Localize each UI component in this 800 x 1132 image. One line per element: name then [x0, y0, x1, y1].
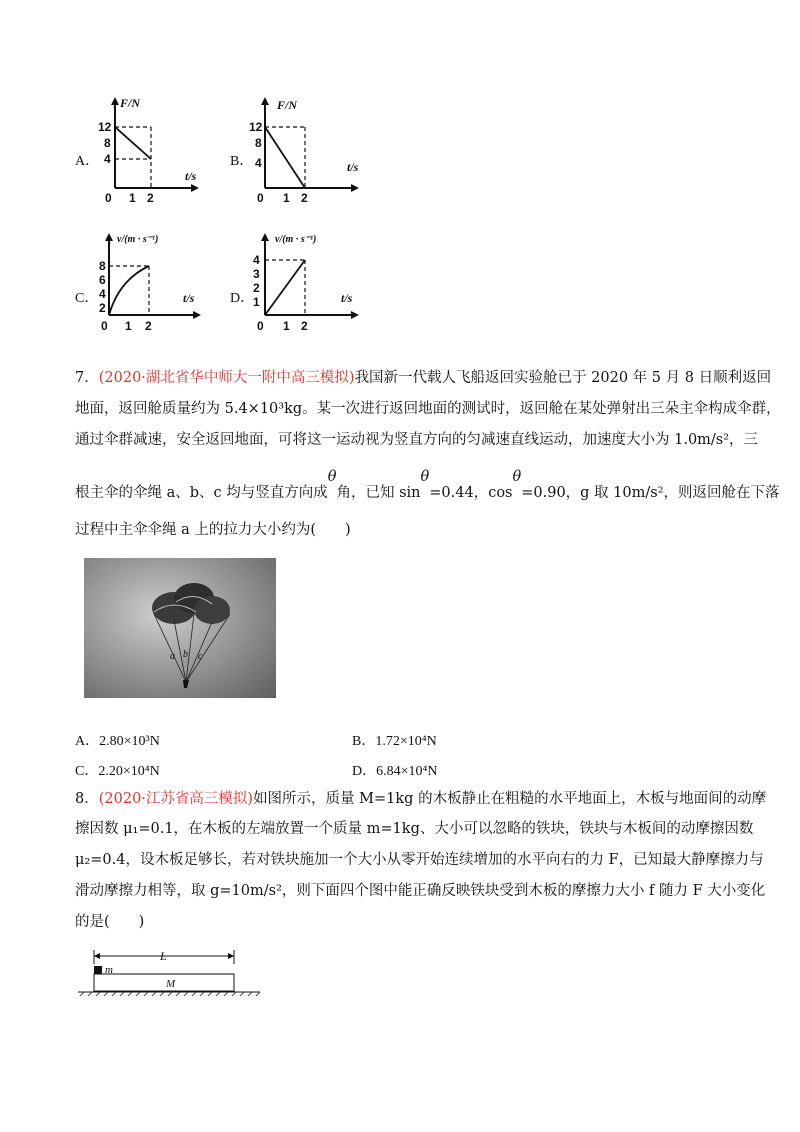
svg-text:4: 4	[104, 152, 111, 166]
q7-line4: 根主伞的伞绳 a、b、c 均与竖直方向成θ角，已知 sinθ=0.44，cosθ=0.90，g 取 10m/s²，则返回舱在下落	[75, 469, 780, 501]
q7-line1: 7．(2020·湖北省华中师大一附中高三模拟)我国新一代载人飞船返回实验舱已于 2020 年 5 月 8 日顺利返回	[75, 370, 772, 386]
iron-block-label: m	[105, 964, 113, 976]
svg-text:4: 4	[99, 287, 106, 301]
q8-line5: 的是( )	[75, 914, 145, 930]
option-d-label: D．	[230, 291, 255, 306]
svg-text:1: 1	[129, 191, 136, 205]
option-c-xlabel: t/s	[183, 291, 195, 305]
svg-text:2: 2	[99, 301, 106, 315]
q7-line3: 通过伞群减速，安全返回地面，可将这一运动视为竖直方向的匀减速直线运动，加速度大小为 1.0m/s²，三	[75, 432, 759, 448]
svg-text:4: 4	[255, 156, 262, 170]
svg-text:2: 2	[253, 281, 260, 295]
q7-answer-d: D．6.84×10⁴N	[352, 764, 438, 779]
q7-line2: 地面，返回舱质量约为 5.4×10³kg。某一次进行返回地面的测试时，返回舱在某处弹射出三朵主伞构成伞群，	[75, 401, 781, 417]
svg-text:1: 1	[283, 319, 290, 333]
svg-text:12: 12	[249, 120, 263, 134]
q8-line2: 擦因数 μ₁=0.1，在木板的左端放置一个质量 m=1kg、大小可以忽略的铁块，铁块与木板间的动摩擦因数	[75, 821, 754, 837]
option-c-graph	[95, 230, 205, 349]
q7-answer-b: B．1.72×10⁴N	[352, 734, 437, 749]
svg-text:12: 12	[98, 120, 112, 134]
svg-text:8: 8	[99, 259, 106, 273]
svg-text:0: 0	[257, 319, 264, 333]
q8-line4: 滑动摩擦力相等，取 g=10m/s²，则下面四个图中能正确反映铁块受到木板的摩擦力大小 f 随力 F 大小变化	[75, 883, 766, 899]
q8-line3: μ₂=0.4，设木板足够长，若对铁块施加一个大小从零开始连续增加的水平向右的力 F，已知最大静摩擦力与	[75, 852, 764, 868]
q7-source: (2020·湖北省华中师大一附中高三模拟)	[98, 370, 355, 386]
option-a-ylabel: F/N	[120, 96, 141, 110]
option-d-graph	[255, 230, 365, 349]
option-a-label: A．	[75, 154, 100, 169]
length-label: L	[160, 949, 167, 963]
svg-text:8: 8	[104, 136, 111, 150]
board-label: M	[166, 978, 176, 990]
svg-text:a: a	[170, 651, 175, 662]
svg-text:1: 1	[283, 191, 290, 205]
option-d-xlabel: t/s	[341, 291, 353, 305]
q7-line5: 过程中主伞伞绳 a 上的拉力大小约为( )	[75, 522, 351, 538]
q7-answer-c: C．2.20×10⁴N	[75, 764, 160, 779]
option-b-ylabel: F/N	[277, 98, 298, 112]
parachute-photo	[84, 558, 276, 698]
svg-text:2: 2	[147, 191, 154, 205]
svg-text:4: 4	[253, 253, 260, 267]
q8-source: (2020·江苏省高三模拟)	[98, 791, 254, 807]
svg-text:2: 2	[301, 191, 308, 205]
option-a-graph	[95, 95, 200, 214]
option-b-graph	[249, 95, 365, 214]
svg-text:0: 0	[101, 319, 108, 333]
board-diagram	[72, 942, 272, 1006]
option-b-xlabel: t/s	[347, 160, 359, 174]
option-d-ylabel: v/(m · s⁻¹)	[275, 234, 317, 245]
svg-text:c: c	[198, 651, 203, 662]
svg-text:2: 2	[145, 319, 152, 333]
svg-text:8: 8	[255, 136, 262, 150]
svg-text:0: 0	[257, 191, 264, 205]
option-c-ylabel: v/(m · s⁻¹)	[117, 234, 159, 245]
q7-answer-a: A．2.80×10³N	[75, 734, 160, 749]
svg-text:b: b	[183, 649, 188, 660]
svg-text:1: 1	[125, 319, 132, 333]
option-c-label: C．	[75, 291, 99, 306]
option-a-xlabel: t/s	[185, 169, 197, 183]
svg-text:1: 1	[253, 295, 260, 309]
option-b-label: B．	[230, 154, 254, 169]
svg-text:0: 0	[105, 191, 112, 205]
q8-line1: 8．(2020·江苏省高三模拟)如图所示，质量 M=1kg 的木板静止在粗糙的水平地面上，木板与地面间的动摩	[75, 791, 767, 807]
svg-text:3: 3	[253, 267, 260, 281]
svg-text:6: 6	[99, 273, 106, 287]
svg-text:2: 2	[301, 319, 308, 333]
